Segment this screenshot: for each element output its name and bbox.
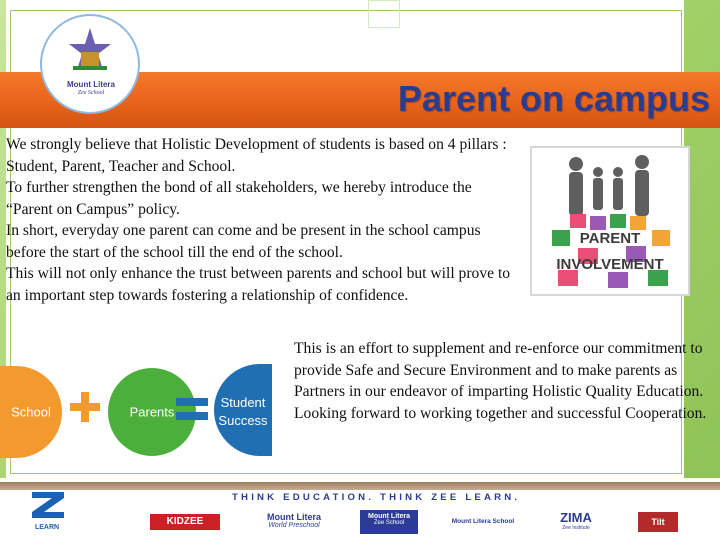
brand-mount-litera-zee-school (360, 510, 418, 534)
brand-name: Mount Litera (267, 512, 321, 522)
student-success-label (214, 394, 272, 430)
brand-mount-litera-school: Mount Litera School (451, 518, 515, 525)
parents-label: Parents (129, 404, 175, 420)
brand-kidzee: KIDZEE (150, 514, 220, 530)
school-crest-icon (55, 26, 125, 80)
paragraph-trust: This will not only enhance the trust between parents and school but will prove to an important step towards fostering a relationship of confidence. (6, 265, 511, 304)
zee-learn-logo-icon (22, 490, 72, 524)
zee-learn-label: LEARN (34, 524, 60, 531)
effort-paragraph: This is an effort to supplement and re-enforce our commitment to provide Safe and Secure Environment and to make parents as Partners in our endeavor of imparting Holistic Quality Education. Looking forward to working together and successful Cooperation. (294, 340, 707, 422)
decor-box (368, 0, 400, 28)
brand-tilt: Tilt (638, 512, 678, 532)
plus-icon (70, 392, 100, 422)
brand-name: Mount Litera (368, 513, 410, 520)
school-label: School (11, 404, 51, 420)
paragraph-policy: To further strengthen the bond of all stakeholders, we hereby introduce the “Parent on Campus” policy. (6, 179, 472, 218)
involvement-line2: INVOLVEMENT (556, 256, 664, 273)
brand-sub: Zee School (373, 520, 405, 526)
equals-icon (176, 396, 208, 422)
brand-name: ZIMA (560, 510, 592, 525)
paragraph-pillars: We strongly believe that Holistic Development of students is based on 4 pillars : Student, Parent, Teacher and School. (6, 136, 507, 175)
footer-tagline: THINK EDUCATION. THINK ZEE LEARN. (232, 492, 521, 503)
main-text-block (6, 134, 522, 306)
result-line2: Success (218, 413, 268, 428)
brand-zima (544, 510, 608, 531)
involvement-line1: PARENT (579, 230, 641, 247)
brand-sub: World Preschool (268, 522, 320, 529)
logo-name: Mount Litera (67, 80, 115, 89)
family-silhouette-icon (540, 150, 680, 230)
brand-sub: Zee Institute (562, 525, 590, 531)
logo-subtitle: Zee School (77, 90, 105, 96)
paragraph-everyday: In short, everyday one parent can come and be present in the school campus before the start of the school till the end of the school. (6, 222, 481, 261)
result-line1: Student (220, 395, 266, 410)
brand-mount-litera-preschool (252, 512, 336, 529)
page-title: Parent on campus (397, 78, 710, 119)
footer-band (0, 482, 720, 490)
